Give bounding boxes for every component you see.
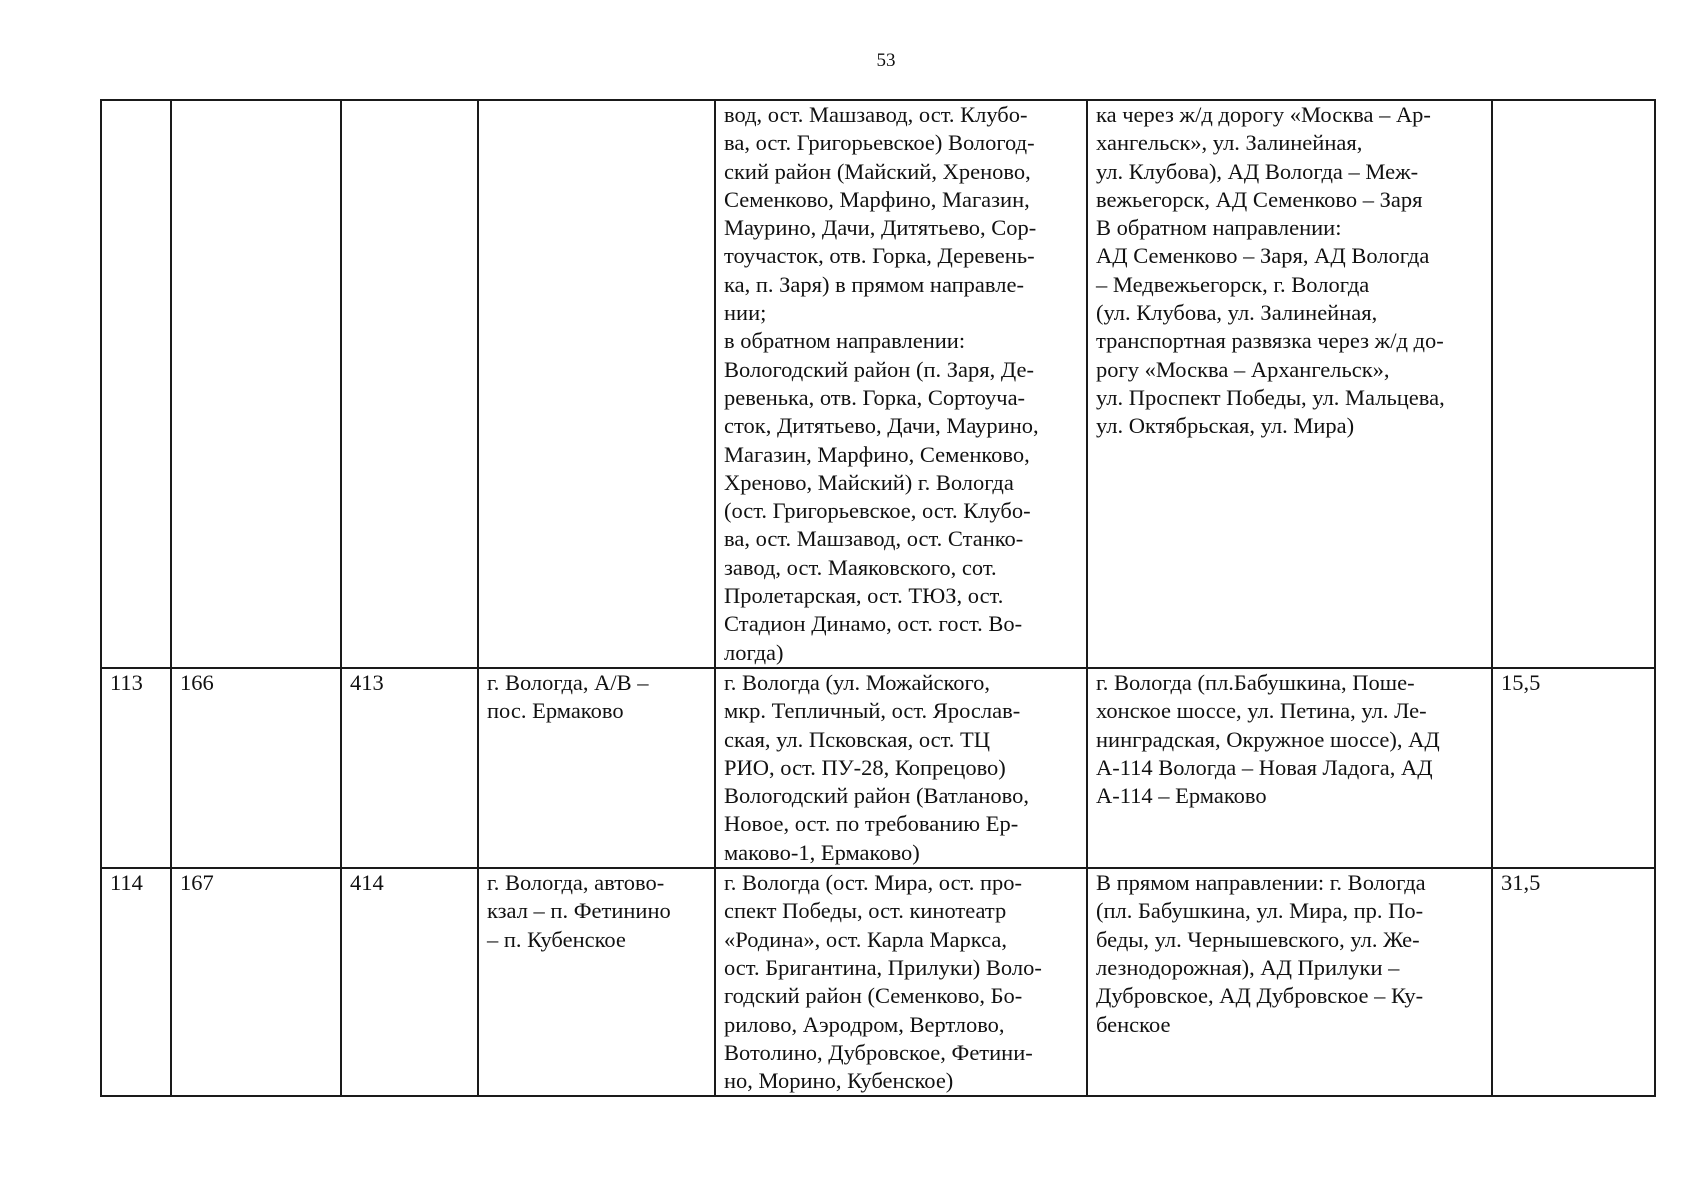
cell-registration-number: 166 bbox=[171, 668, 341, 868]
cell-stops: г. Вологда (ост. Мира, ост. про- спект Победы, ост. кинотеатр «Родина», ост. Карла Маркса, ост. Бригантина, Прилуки) Воло- годский район (Семенково, Бо- рилово, Аэродром, Вертлово, Вотолино, Дубровское, Фетини- но, Морино, Кубенское) bbox=[715, 868, 1087, 1096]
cell-stops: вод, ост. Машзавод, ост. Клубо- ва, ост. Григорьевское) Вологод- ский район (Майский, Хреново, Семенково, Марфино, Магазин, Маурино, Дачи, Дитятьево, Сор- тоучасток, отв. Горка, Деревень- ка, п. Заря) в прямом направле- нии; в обратном направлении: Вологодский район (п. Заря, Де- ревенька, отв. Горка, Сортоуча- сток, Дитятьево, Дачи, Маурино, Магазин, Марфино, Семенково, Хреново, Майский) г. Вологда (ост. Григорьевское, ост. Клубо- ва, ост. Машзавод, ост. Станко- завод, ост. Маяковского, сот. Пролетарская, ост. ТЮЗ, ост. Стадион Динамо, ост. гост. Во- логда) bbox=[715, 100, 1087, 668]
cell-length: 31,5 bbox=[1492, 868, 1655, 1096]
cell-stops: г. Вологда (ул. Можайского, мкр. Тепличный, ост. Ярослав- ская, ул. Псковская, ост. ТЦ РИО, ост. ПУ-28, Копрецово) Вологодский район (Ватланово, Новое, ост. по требованию Ер- маково-1, Ермаково) bbox=[715, 668, 1087, 868]
page-number: 53 bbox=[876, 50, 896, 71]
cell-streets: В прямом направлении: г. Вологда (пл. Бабушкина, ул. Мира, пр. По- беды, ул. Чернышевского, ул. Же- лезнодорожная), АД Прилуки – Дубровское, АД Дубровское – Ку- бенское bbox=[1087, 868, 1492, 1096]
cell-route-number: 413 bbox=[341, 668, 478, 868]
cell-registration-number bbox=[171, 100, 341, 668]
table-row bbox=[101, 100, 1655, 668]
table-row bbox=[101, 868, 1655, 1096]
cell-route-name: г. Вологда, автово- кзал – п. Фетинино – п. Кубенское bbox=[478, 868, 715, 1096]
cell-number: 113 bbox=[101, 668, 171, 868]
cell-length bbox=[1492, 100, 1655, 668]
cell-streets: г. Вологда (пл.Бабушкина, Поше- хонское шоссе, ул. Петина, ул. Ле- нинградская, Окружное шоссе), АД А-114 Вологда – Новая Ладога, АД А-114 – Ермаково bbox=[1087, 668, 1492, 868]
table-row bbox=[101, 668, 1655, 868]
cell-number bbox=[101, 100, 171, 668]
cell-number: 114 bbox=[101, 868, 171, 1096]
cell-streets: ка через ж/д дорогу «Москва – Ар- хангельск», ул. Залинейная, ул. Клубова), АД Вологда – Меж- вежьегорск, АД Семенково – Заря В обратном направлении: АД Семенково – Заря, АД Вологда – Медвежьегорск, г. Вологда (ул. Клубова, ул. Залинейная, транспортная развязка через ж/д до- рогу «Москва – Архангельск», ул. Проспект Победы, ул. Мальцева, ул. Октябрьская, ул. Мира) bbox=[1087, 100, 1492, 668]
cell-route-name bbox=[478, 100, 715, 668]
routes-table bbox=[100, 99, 1656, 1097]
cell-route-number bbox=[341, 100, 478, 668]
cell-route-name: г. Вологда, А/В – пос. Ермаково bbox=[478, 668, 715, 868]
cell-length: 15,5 bbox=[1492, 668, 1655, 868]
cell-registration-number: 167 bbox=[171, 868, 341, 1096]
cell-route-number: 414 bbox=[341, 868, 478, 1096]
